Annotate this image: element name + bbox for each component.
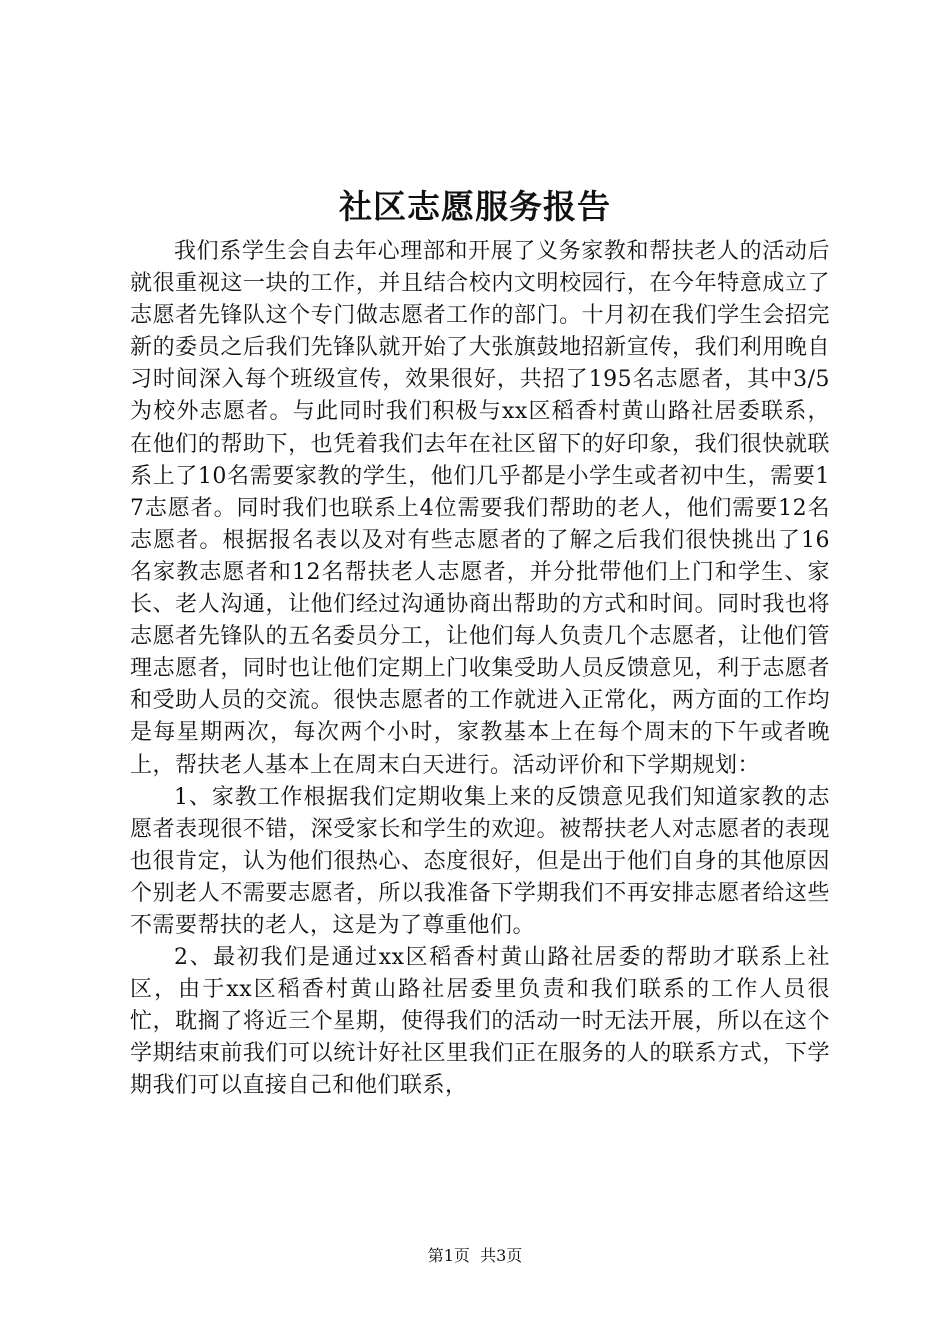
document-body xyxy=(130,236,830,1103)
paragraph-intro: 我们系学生会自去年心理部和开展了义务家教和帮扶老人的活动后就很重视这一块的工作，并且结合校内文明校园行，在今年特意成立了志愿者先锋队这个专门做志愿者工作的部门。十月初在我们学生会招完新的委员之后我们先锋队就开始了大张旗鼓地招新宣传，我们利用晚自习时间深入每个班级宣传，效果很好，共招了195名志愿者，其中3/5为校外志愿者。与此同时我们积极与xx区稻香村黄山路社居委联系，在他们的帮助下，也凭着我们去年在社区留下的好印象，我们很快就联系上了10名需要家教的学生，他们几乎都是小学生或者初中生，需要17志愿者。同时我们也联系上4位需要我们帮助的老人，他们需要12名志愿者。根据报名表以及对有些志愿者的了解之后我们很快挑出了16名家教志愿者和12名帮扶老人志愿者，并分批带他们上门和学生、家长、老人沟通，让他们经过沟通协商出帮助的方式和时间。同时我也将志愿者先锋队的五名委员分工，让他们每人负责几个志愿者，让他们管理志愿者，同时也让他们定期上门收集受助人员反馈意见，利于志愿者和受助人员的交流。很快志愿者的工作就进入正常化，两方面的工作均是每星期两次，每次两个小时，家教基本上在每个周末的下午或者晚上，帮扶老人基本上在周末白天进行。活动评价和下学期规划： xyxy=(130,239,830,778)
paragraph-item-2: 2、最初我们是通过xx区稻香村黄山路社居委的帮助才联系上社区，由于xx区稻香村黄山路社居委里负责和我们联系的工作人员很忙，耽搁了将近三个星期，使得我们的活动一时无法开展，所以在这个学期结束前我们可以统计好社区里我们正在服务的人的联系方式，下学期我们可以直接自己和他们联系， xyxy=(130,945,830,1099)
page-number: 第1页 xyxy=(427,1246,470,1265)
document-title: 社区志愿服务报告 xyxy=(339,187,611,226)
page-footer xyxy=(0,1244,950,1268)
paragraph-item-1: 1、家教工作根据我们定期收集上来的反馈意见我们知道家教的志愿者表现很不错，深受家长和学生的欢迎。被帮扶老人对志愿者的表现也很肯定，认为他们很热心、态度很好，但是出于他们自身的其他原因个别老人不需要志愿者，所以我准备下学期我们不再安排志愿者给这些不需要帮扶的老人，这是为了尊重他们。 xyxy=(130,784,830,938)
page-total: 共3页 xyxy=(480,1246,523,1265)
